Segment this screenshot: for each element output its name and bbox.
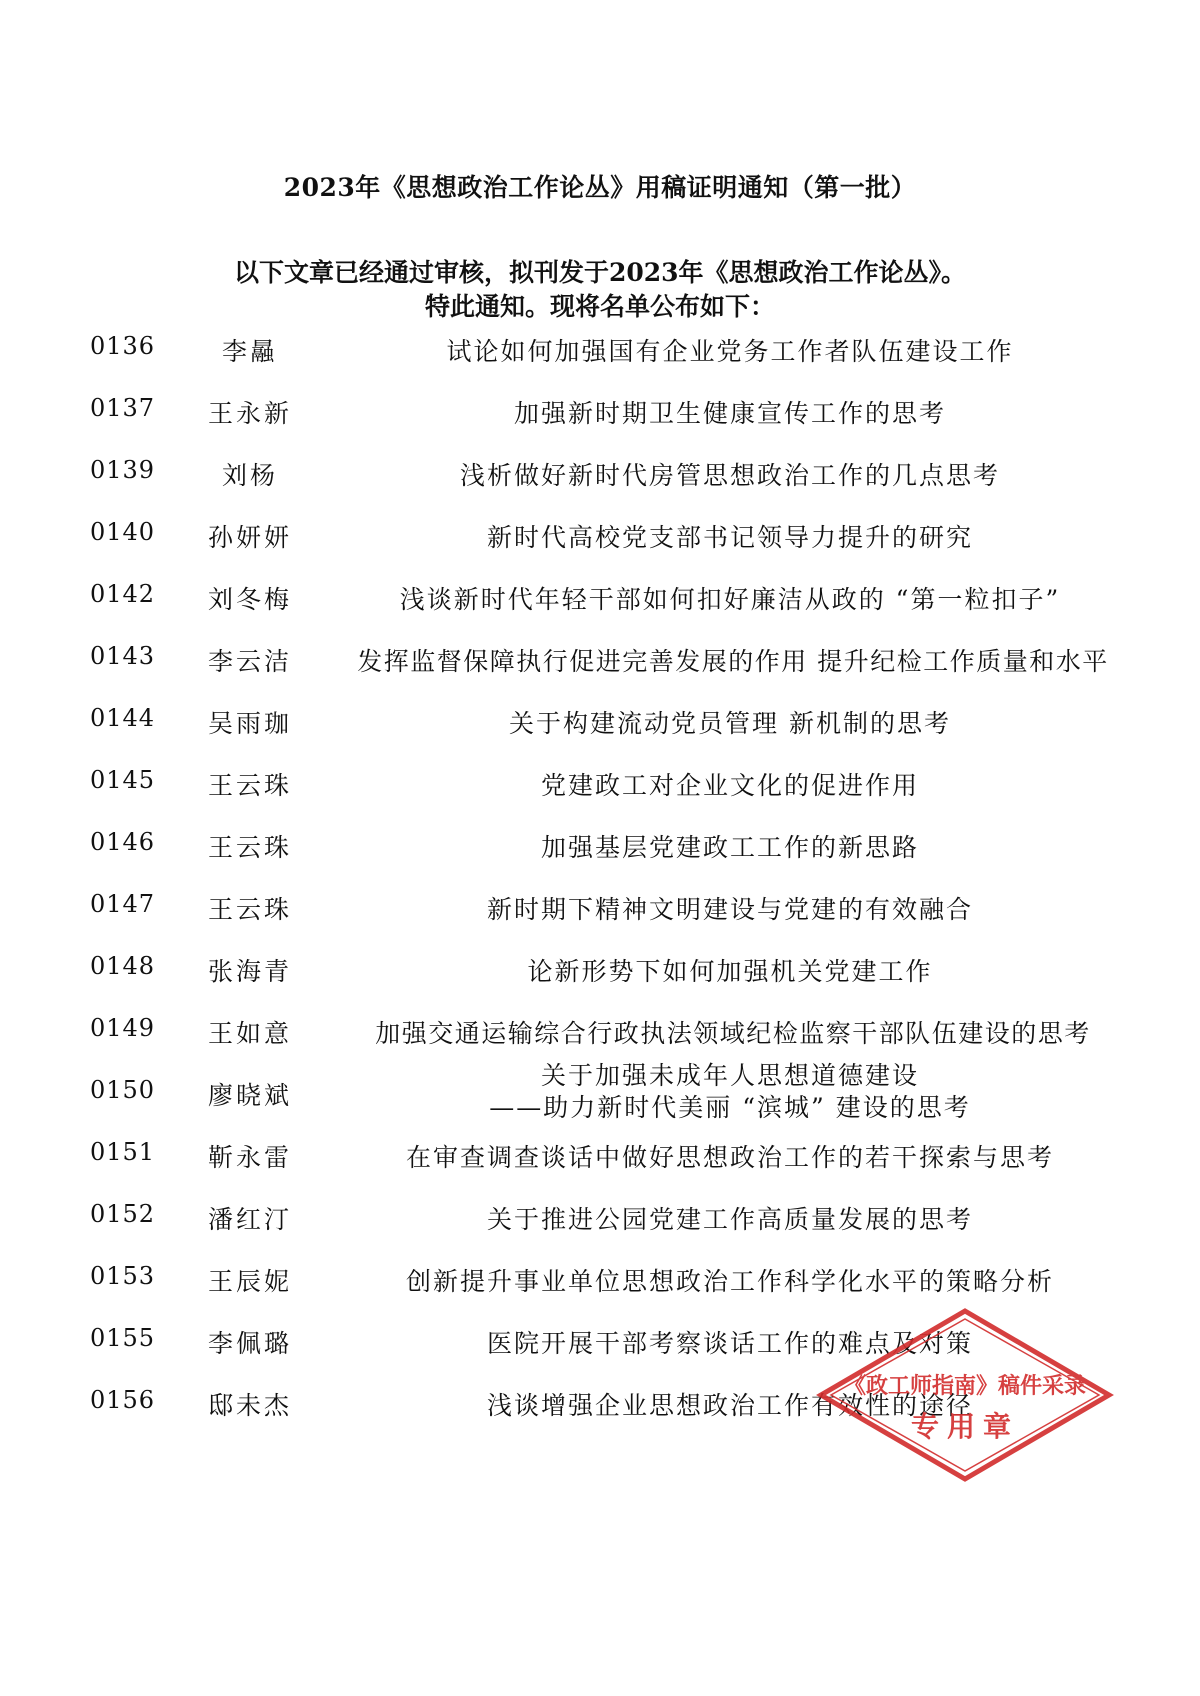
entry-number: 0153 [90, 1262, 156, 1290]
entry-article: 创新提升事业单位思想政治工作科学化水平的策略分析 [405, 1267, 1054, 1296]
entry-number: 0140 [90, 518, 156, 546]
entry-number: 0151 [90, 1138, 156, 1166]
entry-author: 廖晓斌 [207, 1081, 292, 1110]
entry-article: 新时代高校党支部书记领导力提升的研究 [486, 523, 973, 552]
entry-article: 发挥监督保障执行促进完善发展的作用 提升纪检工作质量和水平 [357, 647, 1109, 676]
entry-article: 医院开展干部考察谈话工作的难点及对策 [486, 1329, 973, 1358]
entry-number: 0136 [90, 332, 156, 360]
entry-article-line-1: 关于加强未成年人思想道德建设 [540, 1061, 919, 1090]
entry-number: 0144 [90, 704, 156, 732]
entry-author: 刘杨 [221, 461, 278, 490]
entry-number: 0152 [90, 1200, 156, 1228]
entry-number: 0147 [90, 890, 156, 918]
entry-number: 0156 [90, 1386, 156, 1414]
entry-author: 李云洁 [207, 647, 292, 676]
entry-number: 0148 [90, 952, 156, 980]
entry-author: 邸未杰 [207, 1391, 292, 1420]
entry-author: 李佩璐 [207, 1329, 292, 1358]
entry-article: 新时期下精神文明建设与党建的有效融合 [486, 895, 973, 924]
entry-author: 靳永雷 [207, 1143, 292, 1172]
entry-article: 浅谈增强企业思想政治工作有效性的途径 [486, 1391, 973, 1420]
entry-number: 0142 [90, 580, 156, 608]
entry-author: 王云珠 [207, 833, 292, 862]
entry-number: 0149 [90, 1014, 156, 1042]
entry-author: 刘冬梅 [207, 585, 292, 614]
entry-author: 王永新 [207, 399, 292, 428]
entry-author: 潘红汀 [207, 1205, 292, 1234]
intro-line-1: 以下文章已经通过审核，拟刊发于2023年《思想政治工作论丛》。 [233, 258, 967, 287]
entry-author: 孙妍妍 [207, 523, 292, 552]
entry-number: 0146 [90, 828, 156, 856]
intro-line-2: 特此通知。现将名单公布如下： [424, 292, 775, 321]
entry-author: 吴雨珈 [207, 709, 292, 738]
entry-number: 0137 [90, 394, 156, 422]
entry-article: 加强基层党建政工工作的新思路 [540, 833, 919, 862]
entry-number: 0145 [90, 766, 156, 794]
entry-number: 0155 [90, 1324, 156, 1352]
entry-article: 加强新时期卫生健康宣传工作的思考 [513, 399, 946, 428]
entry-article [330, 1060, 1130, 1124]
entry-article: 在审查调查谈话中做好思想政治工作的若干探索与思考 [405, 1143, 1054, 1172]
seal-text-line-2: 专用章 [910, 1410, 1019, 1443]
entry-number: 0150 [90, 1076, 156, 1104]
entry-article: 试论如何加强国有企业党务工作者队伍建设工作 [446, 337, 1014, 366]
entry-article-line-2: ——助力新时代美丽 “滨城” 建设的思考 [489, 1093, 971, 1122]
document-title: 2023年《思想政治工作论丛》用稿证明通知（第一批） [283, 173, 917, 202]
entry-article: 党建政工对企业文化的促进作用 [540, 771, 919, 800]
entry-number: 0139 [90, 456, 156, 484]
entry-article: 关于推进公园党建工作高质量发展的思考 [486, 1205, 973, 1234]
entry-author: 李曧 [221, 337, 278, 366]
entry-author: 张海青 [207, 957, 292, 986]
seal-text-line-1: 《政工师指南》稿件采录 [843, 1374, 1086, 1399]
entry-article: 关于构建流动党员管理 新机制的思考 [509, 709, 951, 738]
entry-author: 王云珠 [207, 895, 292, 924]
entry-number: 0143 [90, 642, 156, 670]
official-seal [815, 1305, 1115, 1485]
entry-article: 加强交通运输综合行政执法领域纪检监察干部队伍建设的思考 [375, 1019, 1091, 1048]
entry-author: 王如意 [207, 1019, 292, 1048]
entry-author: 王云珠 [207, 771, 292, 800]
entry-author: 王辰妮 [207, 1267, 292, 1296]
entry-article: 浅析做好新时代房管思想政治工作的几点思考 [459, 461, 1000, 490]
entry-article: 浅谈新时代年轻干部如何扣好廉洁从政的 “第一粒扣子” [399, 585, 1061, 614]
entry-article: 论新形势下如何加强机关党建工作 [527, 957, 933, 986]
